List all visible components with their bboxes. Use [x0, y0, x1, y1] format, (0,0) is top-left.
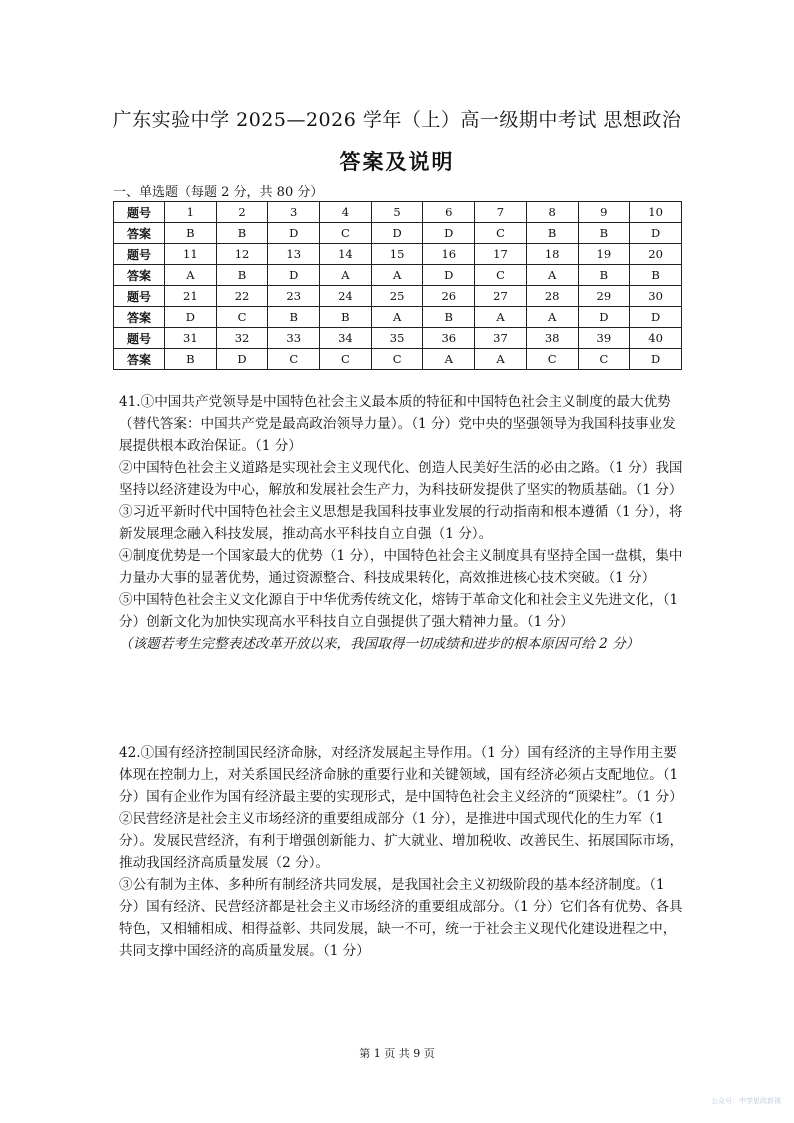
answer-cell: A: [526, 265, 578, 286]
question-number-cell: 33: [268, 328, 320, 349]
answer-cell: D: [630, 223, 682, 244]
question-number-cell: 30: [630, 286, 682, 307]
answer-cell: D: [216, 349, 268, 370]
q42-point-3: ③公有制为主体、多种所有制经济共同发展，是我国社会主义初级阶段的基本经济制度。（1 分）国有经济、民营经济都是社会主义市场经济的重要组成部分。（1 分）它们各有优势、各具特色，又相辅相成、相得益彰、共同发展，缺一不可，统一于社会主义现代化建设进程之中，共同支撑中国经济的高质量发展。（1 分）: [119, 877, 683, 959]
answer-cell: A: [371, 265, 423, 286]
question-number-cell: 10: [630, 202, 682, 223]
answer-cell: B: [216, 223, 268, 244]
question-number-cell: 4: [320, 202, 372, 223]
question-number-cell: 1: [165, 202, 217, 223]
answer-cell: C: [320, 223, 372, 244]
question-number-row: [114, 328, 682, 349]
question-number-cell: 9: [578, 202, 630, 223]
answer-cell: C: [268, 349, 320, 370]
answer-cell: B: [268, 307, 320, 328]
answer-cell: A: [475, 307, 527, 328]
question-41-answer: [119, 391, 685, 655]
answer-cell: B: [526, 223, 578, 244]
question-number-cell: 17: [475, 244, 527, 265]
question-number-cell: 20: [630, 244, 682, 265]
answer-table: [113, 201, 682, 370]
answer-cell: D: [268, 223, 320, 244]
question-number-cell: 8: [526, 202, 578, 223]
answer-cell: A: [423, 349, 475, 370]
answer-cell: B: [630, 265, 682, 286]
answer-cell: D: [630, 349, 682, 370]
question-number-cell: 7: [475, 202, 527, 223]
answer-cell: C: [320, 349, 372, 370]
answer-cell: D: [371, 223, 423, 244]
question-number-cell: 32: [216, 328, 268, 349]
answer-row: [114, 265, 682, 286]
question-number-row-label: 题号: [114, 328, 165, 349]
question-number-cell: 5: [371, 202, 423, 223]
question-number-cell: 14: [320, 244, 372, 265]
question-number-cell: 31: [165, 328, 217, 349]
question-number-cell: 16: [423, 244, 475, 265]
q42-point-2: ②民营经济是社会主义市场经济的重要组成部分（1 分），是推进中国式现代化的生力军（1 分）。发展民营经济，有利于增强创新能力、扩大就业、增加税收、改善民生、拓展国际市场，推动我国经济高质量发展（2 分）。: [119, 811, 684, 871]
answer-cell: B: [578, 223, 630, 244]
question-number-cell: 26: [423, 286, 475, 307]
page-subtitle: 答案及说明: [339, 149, 455, 174]
question-number-cell: 13: [268, 244, 320, 265]
question-number-cell: 28: [526, 286, 578, 307]
answer-cell: D: [268, 265, 320, 286]
answer-row: [114, 223, 682, 244]
question-number-cell: 38: [526, 328, 578, 349]
answer-cell: A: [526, 307, 578, 328]
answer-cell: C: [578, 349, 630, 370]
question-number-cell: 23: [268, 286, 320, 307]
question-number-cell: 21: [165, 286, 217, 307]
answer-cell: A: [320, 265, 372, 286]
answer-cell: A: [371, 307, 423, 328]
answer-cell: B: [165, 349, 217, 370]
question-number-cell: 37: [475, 328, 527, 349]
question-number-cell: 27: [475, 286, 527, 307]
q41-point-2: ②中国特色社会主义道路是实现社会主义现代化、创造人民美好生活的必由之路。（1 分）我国坚持以经济建设为中心，解放和发展社会生产力，为科技研发提供了坚实的物质基础。（1 分）: [119, 460, 683, 498]
answer-cell: B: [423, 307, 475, 328]
question-number-row-label: 题号: [114, 244, 165, 265]
question-number-cell: 18: [526, 244, 578, 265]
question-number-cell: 3: [268, 202, 320, 223]
page-title: 广东实验中学 2025—2026 学年（上）高一级期中考试 思想政治: [112, 109, 682, 131]
q42-point-1: 42.①国有经济控制国民经济命脉，对经济发展起主导作用。（1 分）国有经济的主导作用主要体现在控制力上，对关系国民经济命脉的重要行业和关键领域，国有经济必须占支配地位。（1 分）国有企业作为国有经济最主要的实现形式，是中国特色社会主义经济的“顶梁柱”。（1 分）: [119, 745, 683, 805]
answer-row-label: 答案: [114, 223, 165, 244]
question-number-cell: 11: [165, 244, 217, 265]
watermark-text: 公众号：中学思政新视: [711, 1097, 781, 1105]
q41-point-5: ⑤中国特色社会主义文化源自于中华优秀传统文化，熔铸于革命文化和社会主义先进文化，（1 分）创新文化为加快实现高水平科技自立自强提供了强大精神力量。（1 分）: [119, 592, 679, 630]
section-heading-single-choice: 一、单选题（每题 2 分，共 80 分）: [113, 185, 324, 200]
answer-cell: B: [165, 223, 217, 244]
question-number-cell: 35: [371, 328, 423, 349]
answer-cell: B: [578, 265, 630, 286]
answer-cell: D: [165, 307, 217, 328]
question-number-cell: 2: [216, 202, 268, 223]
page-number: 第 1 页 共 9 页: [359, 1047, 435, 1060]
answer-cell: C: [371, 349, 423, 370]
question-number-cell: 12: [216, 244, 268, 265]
answer-cell: C: [526, 349, 578, 370]
question-number-row: [114, 244, 682, 265]
question-number-cell: 34: [320, 328, 372, 349]
question-number-cell: 39: [578, 328, 630, 349]
answer-cell: C: [475, 265, 527, 286]
question-number-row-label: 题号: [114, 286, 165, 307]
question-number-cell: 6: [423, 202, 475, 223]
question-number-row: [114, 286, 682, 307]
answer-row-label: 答案: [114, 307, 165, 328]
question-number-cell: 25: [371, 286, 423, 307]
answer-cell: B: [216, 265, 268, 286]
answer-row-label: 答案: [114, 349, 165, 370]
answer-cell: C: [216, 307, 268, 328]
answer-cell: D: [578, 307, 630, 328]
answer-cell: B: [320, 307, 372, 328]
answer-cell: A: [475, 349, 527, 370]
answer-cell: A: [165, 265, 217, 286]
answer-cell: D: [423, 265, 475, 286]
question-number-cell: 24: [320, 286, 372, 307]
question-number-row: [114, 202, 682, 223]
q41-point-3: ③习近平新时代中国特色社会主义思想是我国科技事业发展的行动指南和根本遵循（1 分），将新发展理念融入科技发展，推动高水平科技自立自强（1 分）。: [119, 504, 683, 542]
q41-point-4: ④制度优势是一个国家最大的优势（1 分），中国特色社会主义制度具有坚持全国一盘棋，集中力量办大事的显著优势，通过资源整合、科技成果转化，高效推进核心技术突破。（1 分）: [119, 548, 683, 586]
answer-row: [114, 349, 682, 370]
question-number-cell: 19: [578, 244, 630, 265]
question-number-cell: 22: [216, 286, 268, 307]
question-number-cell: 29: [578, 286, 630, 307]
answer-cell: C: [475, 223, 527, 244]
question-number-row-label: 题号: [114, 202, 165, 223]
question-42-answer: [119, 742, 685, 962]
question-number-cell: 36: [423, 328, 475, 349]
answer-cell: D: [630, 307, 682, 328]
q41-point-1: 41.①中国共产党领导是中国特色社会主义最本质的特征和中国特色社会主义制度的最大优势（替代答案：中国共产党是最高政治领导力量）。（1 分）党中央的坚强领导为我国科技事业发展提供根本政治保证。（1 分）: [119, 394, 676, 454]
answer-row-label: 答案: [114, 265, 165, 286]
answer-cell: D: [423, 223, 475, 244]
question-number-cell: 40: [630, 328, 682, 349]
answer-row: [114, 307, 682, 328]
question-number-cell: 15: [371, 244, 423, 265]
q41-scoring-note: （该题若考生完整表述改革开放以来，我国取得一切成绩和进步的根本原因可给 2 分）: [119, 636, 640, 652]
